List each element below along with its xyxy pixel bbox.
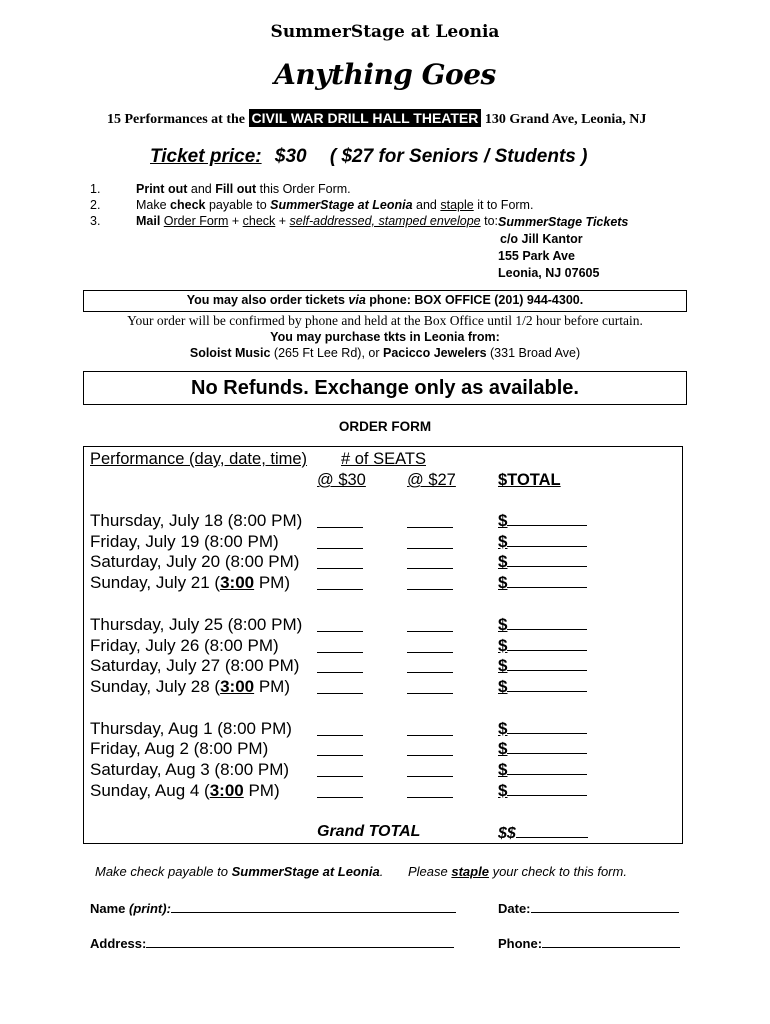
mail-street: 155 Park Ave: [498, 249, 575, 263]
row-total[interactable]: [498, 615, 587, 635]
performance-label: [90, 511, 302, 531]
instruction-3: [90, 214, 499, 228]
instr-text: +: [228, 214, 243, 228]
row-total[interactable]: [498, 719, 587, 739]
row-total[interactable]: [498, 552, 587, 572]
row-total[interactable]: [498, 781, 587, 801]
seats-27-blank[interactable]: [407, 735, 453, 736]
matinee-time: 3:00: [220, 573, 255, 593]
performance-label: [90, 636, 279, 656]
seats-30-blank[interactable]: [317, 568, 363, 569]
grand-total-label: Grand TOTAL: [317, 823, 421, 840]
confirm-line: Your order will be confirmed by phone and held at the Box Office until 1/2 hour before curtain.: [127, 313, 643, 328]
col-30-header: @ $30: [317, 471, 366, 489]
phone-number: phone: BOX OFFICE (201) 944-4300.: [365, 293, 584, 307]
instr-text: Fill out: [215, 182, 257, 196]
phone-label: Phone:: [498, 936, 543, 951]
seats-30-blank[interactable]: [317, 631, 363, 632]
performance-label: [90, 719, 292, 739]
seats-30-blank[interactable]: [317, 797, 363, 798]
col-total-header: $TOTAL: [498, 471, 561, 489]
row-total-prefix: $: [498, 573, 508, 593]
performance-label: [90, 615, 302, 635]
show-title: Anything Goes: [274, 58, 496, 91]
row-total-blank[interactable]: [507, 552, 587, 567]
name-field[interactable]: [90, 900, 456, 916]
row-total[interactable]: [498, 677, 587, 697]
performance-date: Sunday, Aug 4 (: [90, 780, 210, 800]
seats-27-blank[interactable]: [407, 548, 453, 549]
instr-text: and: [412, 198, 441, 212]
venue-name: CIVIL WAR DRILL HALL THEATER: [249, 109, 482, 127]
performance-label: [90, 739, 268, 759]
performance-date: Friday, July 26 (8:00 PM): [90, 635, 279, 655]
price-main: $30: [274, 146, 307, 167]
staple-text-end: your check to this form.: [488, 864, 627, 879]
row-total-prefix: $: [498, 676, 508, 696]
instr-text: Mail: [136, 214, 161, 228]
row-total[interactable]: [498, 511, 587, 531]
row-total-prefix: $: [498, 718, 508, 738]
phone-via: via: [348, 293, 366, 307]
performance-suffix: PM): [254, 573, 291, 593]
performance-label: [90, 760, 289, 780]
row-total-blank[interactable]: [507, 511, 587, 526]
matinee-time: 3:00: [220, 676, 255, 696]
instr-text: check: [242, 214, 276, 228]
performance-date: Thursday, July 25 (8:00 PM): [90, 614, 303, 634]
price-discount: ( $27 for Seniors / Students ): [329, 146, 588, 167]
store-2: Pacicco Jewelers: [383, 346, 487, 360]
phone-field[interactable]: [498, 935, 680, 951]
seats-30-blank[interactable]: [317, 548, 363, 549]
seats-27-blank[interactable]: [407, 797, 453, 798]
instr-text: this Order Form.: [256, 182, 351, 196]
instr-text: Print out: [136, 182, 188, 196]
instr-text: it to Form.: [473, 198, 534, 212]
address-blank[interactable]: [146, 935, 454, 948]
performance-label: [90, 573, 290, 593]
col-seats-header: # of SEATS: [341, 450, 426, 468]
row-total-prefix: $: [498, 760, 508, 779]
instr-text: Make: [136, 198, 171, 212]
mail-address: [498, 214, 628, 282]
instr-text: +: [275, 214, 290, 228]
instr-text: SummerStage at Leonia: [270, 198, 413, 212]
performance-date: Sunday, July 21 (: [90, 573, 221, 593]
performance-label: [90, 552, 299, 572]
row-total[interactable]: [498, 739, 587, 759]
seats-27-blank[interactable]: [407, 693, 453, 694]
mail-city: Leonia, NJ 07605: [498, 266, 600, 280]
performance-date: Friday, July 19 (8:00 PM): [90, 531, 279, 551]
payable-text: Make check payable to: [95, 864, 232, 879]
seats-30-blank[interactable]: [317, 776, 363, 777]
matinee-time: 3:00: [209, 780, 244, 800]
row-total-blank[interactable]: [507, 573, 587, 588]
staple-word: staple: [451, 864, 489, 879]
payable-name: SummerStage at Leonia: [231, 864, 380, 879]
staple-text: Please: [408, 864, 452, 879]
performance-suffix: PM): [243, 780, 280, 800]
seats-30-blank[interactable]: [317, 672, 363, 673]
performance-date: Saturday, Aug 3 (8:00 PM): [90, 760, 290, 779]
row-total-blank[interactable]: [507, 760, 587, 775]
row-total[interactable]: [498, 532, 587, 552]
address-field[interactable]: [90, 935, 454, 951]
instruction-1: [90, 182, 351, 196]
seats-27-blank[interactable]: [407, 652, 453, 653]
seats-27-blank[interactable]: [407, 672, 453, 673]
name-print-label: (print):: [129, 901, 171, 916]
price-label: Ticket price:: [150, 146, 262, 167]
store-2-address: (331 Broad Ave): [486, 346, 581, 360]
performance-date: Saturday, July 20 (8:00 PM): [90, 552, 300, 572]
seats-27-blank[interactable]: [407, 776, 453, 777]
instruction-number: 3.: [90, 214, 101, 228]
name-blank[interactable]: [171, 900, 456, 913]
seats-30-blank[interactable]: [317, 527, 363, 528]
instr-text: Order Form: [163, 214, 229, 228]
grand-total-prefix: $$: [498, 825, 516, 842]
name-label: Name: [90, 901, 130, 916]
venue-prefix: 15 Performances at the: [107, 112, 246, 127]
instr-text: and: [187, 182, 216, 196]
seats-27-blank[interactable]: [407, 527, 453, 528]
row-total-prefix: $: [498, 511, 508, 530]
mail-care-of: c/o Jill Kantor: [500, 232, 583, 246]
performance-date: Thursday, July 18 (8:00 PM): [90, 511, 303, 530]
performance-label: [90, 656, 299, 676]
row-total-blank[interactable]: [507, 719, 587, 734]
row-total[interactable]: [498, 656, 587, 676]
presenter-title: SummerStage at Leonia: [270, 22, 500, 42]
row-total-prefix: $: [498, 552, 508, 572]
instr-text: to:: [480, 214, 499, 228]
performance-date: Sunday, July 28 (: [90, 676, 221, 696]
seats-27-blank[interactable]: [407, 589, 453, 590]
row-total-prefix: $: [498, 656, 508, 676]
store-1-address: (265 Ft Lee Rd), or: [270, 346, 383, 360]
row-total-blank[interactable]: [507, 656, 587, 671]
row-total-prefix: $: [498, 635, 508, 655]
row-total-blank[interactable]: [507, 781, 587, 796]
performance-date: Thursday, Aug 1 (8:00 PM): [90, 718, 292, 738]
row-total[interactable]: [498, 760, 587, 780]
phone-blank[interactable]: [542, 935, 680, 948]
row-total-blank[interactable]: [507, 532, 587, 547]
col-performance-header: Performance (day, date, time): [90, 450, 308, 468]
row-total-blank[interactable]: [507, 677, 587, 692]
date-blank[interactable]: [531, 900, 679, 913]
row-total-prefix: $: [498, 614, 508, 634]
seats-30-blank[interactable]: [317, 589, 363, 590]
row-total-prefix: $: [498, 739, 508, 759]
phone-order-text: [0, 293, 770, 307]
venue-address: 130 Grand Ave, Leonia, NJ: [484, 112, 647, 127]
row-total[interactable]: [498, 573, 587, 593]
order-form-title: ORDER FORM: [338, 419, 432, 434]
performance-date: Saturday, July 27 (8:00 PM): [90, 656, 300, 676]
payable-note: [95, 864, 383, 879]
seats-27-blank[interactable]: [407, 631, 453, 632]
seats-30-blank[interactable]: [317, 755, 363, 756]
seats-27-blank[interactable]: [407, 755, 453, 756]
row-total-prefix: $: [498, 780, 508, 800]
ticket-price-line: [150, 146, 587, 168]
grand-total-value[interactable]: [498, 823, 588, 843]
date-label: Date:: [498, 901, 531, 916]
seats-30-blank[interactable]: [317, 652, 363, 653]
refund-notice: No Refunds. Exchange only as available.: [191, 377, 579, 399]
row-total-blank[interactable]: [507, 739, 587, 754]
performance-date: Friday, Aug 2 (8:00 PM): [90, 739, 269, 759]
instr-text: check: [170, 198, 206, 212]
phone-text: You may also order tickets: [186, 293, 349, 307]
instr-text: staple: [440, 198, 474, 212]
venue-line: [107, 110, 646, 128]
instruction-2: [90, 198, 534, 212]
col-27-header: @ $27: [407, 471, 456, 489]
address-label: Address:: [90, 936, 147, 951]
seats-30-blank[interactable]: [317, 693, 363, 694]
performance-label: [90, 781, 280, 801]
row-total-blank[interactable]: [507, 636, 587, 651]
seats-27-blank[interactable]: [407, 568, 453, 569]
grand-total-blank[interactable]: [516, 823, 588, 838]
performance-label: [90, 677, 290, 697]
purchase-line: You may purchase tkts in Leonia from:: [270, 330, 500, 344]
row-total-prefix: $: [498, 531, 508, 551]
payable-dot: .: [379, 864, 384, 879]
performance-suffix: PM): [254, 676, 291, 696]
row-total-blank[interactable]: [507, 615, 587, 630]
mail-recipient: SummerStage Tickets: [498, 215, 629, 229]
row-total[interactable]: [498, 636, 587, 656]
instruction-number: 2.: [90, 198, 101, 212]
performance-label: [90, 532, 279, 552]
instruction-number: 1.: [90, 182, 101, 196]
seats-30-blank[interactable]: [317, 735, 363, 736]
date-field[interactable]: [498, 900, 679, 916]
staple-note: [408, 864, 627, 879]
store-1: Soloist Music: [189, 346, 271, 360]
instr-text: self-addressed, stamped envelope: [289, 214, 481, 228]
stores-line: [0, 346, 770, 360]
instr-text: payable to: [205, 198, 271, 212]
